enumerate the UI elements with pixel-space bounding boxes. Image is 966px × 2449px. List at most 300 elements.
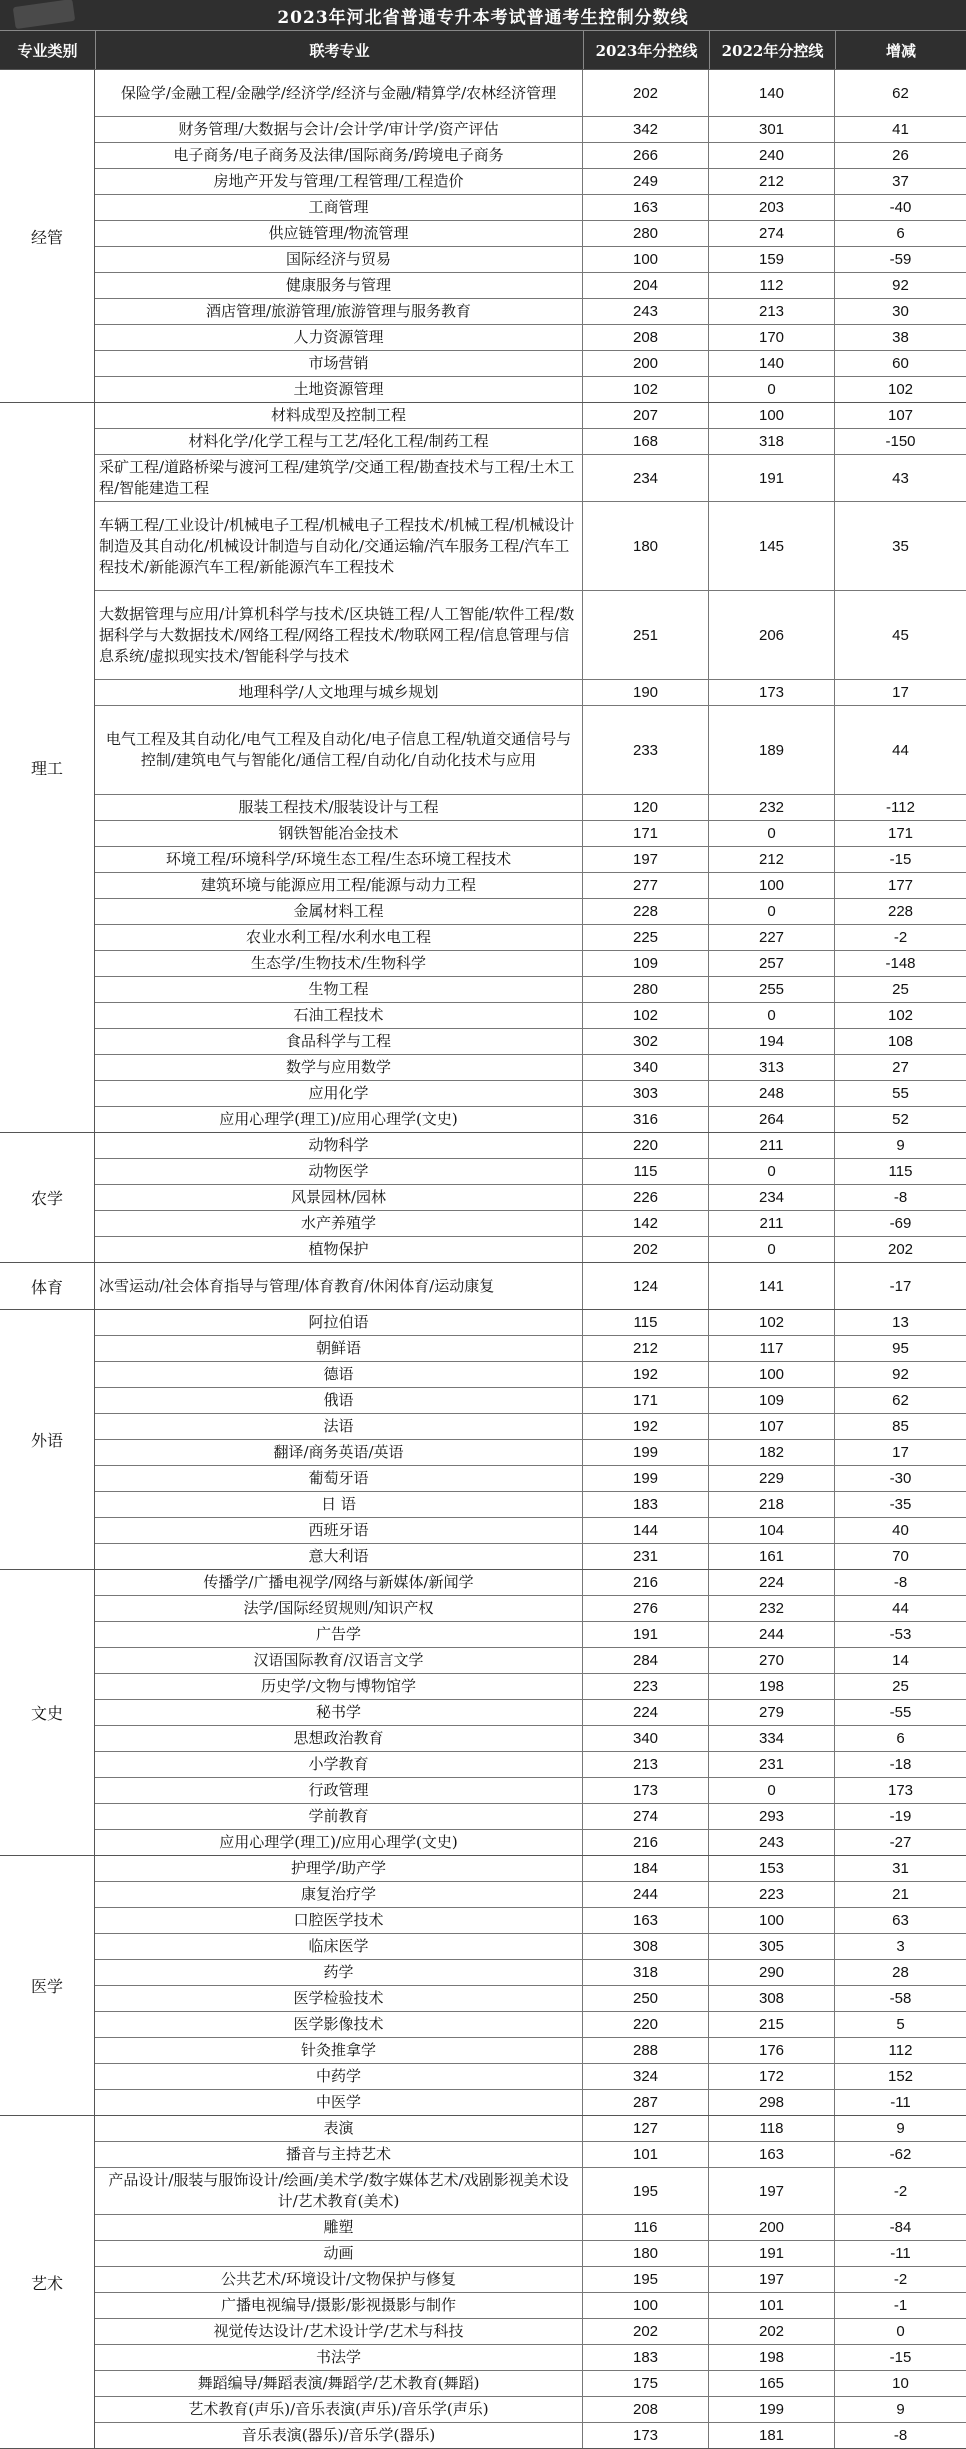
major-cell: 公共艺术/环境设计/文物保护与修复 — [95, 2267, 583, 2292]
score-2022-cell: 100 — [709, 1362, 835, 1387]
table-row — [95, 1465, 966, 1491]
major-cell: 中医学 — [95, 2090, 583, 2115]
diff-cell: 40 — [892, 1522, 909, 1539]
score-2022-cell: 100 — [709, 1908, 835, 1933]
table-row — [95, 1829, 966, 1855]
major-cell: 钢铁智能冶金技术 — [95, 821, 583, 846]
score-2022-cell: 318 — [709, 429, 835, 454]
score-2022-cell: 191 — [709, 2241, 835, 2266]
score-2023-cell: 287 — [583, 2090, 709, 2115]
table-row — [95, 950, 966, 976]
diff-cell: 30 — [892, 303, 909, 320]
score-2023-cell: 127 — [583, 2116, 709, 2141]
diff-cell: 52 — [892, 1111, 909, 1128]
score-2023-cell: 199 — [583, 1466, 709, 1491]
major-cell: 医学影像技术 — [95, 2012, 583, 2037]
category-cell: 体育 — [0, 1263, 95, 1309]
diff-cell: 115 — [888, 1163, 913, 1180]
major-cell: 健康服务与管理 — [95, 273, 583, 298]
major-cell: 动物医学 — [95, 1159, 583, 1184]
score-2022-cell: 161 — [709, 1544, 835, 1569]
table-row — [95, 976, 966, 1002]
diff-cell: 0 — [896, 2323, 905, 2340]
score-2022-cell: 232 — [709, 1596, 835, 1621]
table-row — [95, 2214, 966, 2240]
score-2022-cell: 231 — [709, 1752, 835, 1777]
major-cell: 生物工程 — [95, 977, 583, 1002]
diff-cell: -15 — [889, 851, 912, 868]
major-cell: 日 语 — [95, 1492, 583, 1517]
score-2022-cell: 240 — [709, 143, 835, 168]
score-2023-cell: 208 — [583, 325, 709, 350]
table-row — [95, 705, 966, 794]
diff-cell: 70 — [892, 1548, 909, 1565]
table-header — [0, 30, 966, 69]
major-cell: 食品科学与工程 — [95, 1029, 583, 1054]
major-cell: 雕塑 — [95, 2215, 583, 2240]
major-cell: 应用化学 — [95, 1081, 583, 1106]
table-row — [95, 2167, 966, 2214]
score-2022-cell: 100 — [709, 403, 835, 428]
table-row — [95, 2037, 966, 2063]
score-2023-cell: 163 — [583, 1908, 709, 1933]
score-2023-cell: 173 — [583, 2423, 709, 2448]
score-2022-cell: 257 — [709, 951, 835, 976]
diff-cell: 108 — [887, 1033, 914, 1050]
diff-cell: 92 — [892, 277, 909, 294]
score-2023-cell: 340 — [583, 1726, 709, 1751]
major-cell: 德语 — [95, 1362, 583, 1387]
score-2023-cell: 233 — [583, 706, 709, 794]
diff-cell: -55 — [889, 1704, 912, 1721]
table-row — [95, 2370, 966, 2396]
diff-cell: 26 — [892, 147, 909, 164]
header-2023: 2023年分控线 — [584, 31, 710, 69]
score-2022-cell: 305 — [709, 1934, 835, 1959]
score-2023-cell: 115 — [583, 1159, 709, 1184]
score-2022-cell: 0 — [709, 1003, 835, 1028]
major-cell: 翻译/商务英语/英语 — [95, 1440, 583, 1465]
diff-cell: -8 — [893, 1189, 908, 1206]
major-cell: 表演 — [95, 2116, 583, 2141]
category-group — [0, 2115, 966, 2448]
score-2022-cell: 224 — [709, 1570, 835, 1595]
major-cell: 音乐表演(器乐)/音乐学(器乐) — [95, 2423, 583, 2448]
diff-cell: 6 — [896, 225, 905, 242]
table-row — [95, 1106, 966, 1132]
score-2023-cell: 102 — [583, 1003, 709, 1028]
score-2023-cell: 302 — [583, 1029, 709, 1054]
score-2023-cell: 192 — [583, 1414, 709, 1439]
major-cell: 汉语国际教育/汉语言文学 — [95, 1648, 583, 1673]
table-row — [95, 1959, 966, 1985]
score-2023-cell: 250 — [583, 1986, 709, 2011]
score-2023-cell: 234 — [583, 455, 709, 501]
diff-cell: 9 — [896, 1137, 905, 1154]
major-cell: 视觉传达设计/艺术设计学/艺术与科技 — [95, 2319, 583, 2344]
diff-cell: -35 — [889, 1496, 912, 1513]
score-2022-cell: 290 — [709, 1960, 835, 1985]
score-2023-cell: 220 — [583, 1133, 709, 1158]
table-row — [95, 2318, 966, 2344]
table-row — [95, 142, 966, 168]
major-cell: 电子商务/电子商务及法律/国际商务/跨境电子商务 — [95, 143, 583, 168]
score-2023-cell: 249 — [583, 169, 709, 194]
score-2023-cell: 340 — [583, 1055, 709, 1080]
score-2023-cell: 224 — [583, 1700, 709, 1725]
major-cell: 财务管理/大数据与会计/会计学/审计学/资产评估 — [95, 117, 583, 142]
score-2023-cell: 223 — [583, 1674, 709, 1699]
major-cell: 针灸推拿学 — [95, 2038, 583, 2063]
table-row — [95, 1621, 966, 1647]
category-cell: 农学 — [0, 1133, 95, 1262]
score-2022-cell: 255 — [709, 977, 835, 1002]
score-2022-cell: 140 — [709, 70, 835, 116]
score-2022-cell: 218 — [709, 1492, 835, 1517]
major-cell: 材料化学/化学工程与工艺/轻化工程/制药工程 — [95, 429, 583, 454]
category-cell: 文史 — [0, 1570, 95, 1855]
diff-cell: -2 — [893, 2271, 908, 2288]
diff-cell: 9 — [896, 2120, 905, 2137]
diff-cell: 6 — [896, 1730, 905, 1747]
score-2022-cell: 165 — [709, 2371, 835, 2396]
table-row — [95, 2396, 966, 2422]
score-2022-cell: 153 — [709, 1856, 835, 1881]
score-2022-cell: 118 — [709, 2116, 835, 2141]
table-row — [95, 1856, 966, 1881]
major-cell: 电气工程及其自动化/电气工程及自动化/电子信息工程/轨道交通信号与控制/建筑电气与智能化/通信工程/自动化/自动化技术与应用 — [95, 706, 583, 794]
score-2023-cell: 142 — [583, 1211, 709, 1236]
table-row — [95, 324, 966, 350]
major-cell: 葡萄牙语 — [95, 1466, 583, 1491]
diff-cell: 3 — [896, 1938, 905, 1955]
score-2022-cell: 244 — [709, 1622, 835, 1647]
diff-cell: -15 — [889, 2349, 912, 2366]
table-row — [95, 1517, 966, 1543]
table-row — [95, 1413, 966, 1439]
diff-cell: 171 — [887, 825, 914, 842]
score-2023-cell: 180 — [583, 2241, 709, 2266]
major-cell: 人力资源管理 — [95, 325, 583, 350]
score-2022-cell: 243 — [709, 1830, 835, 1855]
score-2023-cell: 204 — [583, 273, 709, 298]
score-2023-cell: 213 — [583, 1752, 709, 1777]
major-cell: 中药学 — [95, 2064, 583, 2089]
diff-cell: -17 — [889, 1277, 912, 1295]
table-row — [95, 846, 966, 872]
score-2022-cell: 199 — [709, 2397, 835, 2422]
table-row — [95, 924, 966, 950]
score-2023-cell: 168 — [583, 429, 709, 454]
score-2023-cell: 276 — [583, 1596, 709, 1621]
major-cell: 石油工程技术 — [95, 1003, 583, 1028]
diff-cell: 228 — [887, 903, 914, 920]
diff-cell: -148 — [885, 955, 916, 972]
major-cell: 医学检验技术 — [95, 1986, 583, 2011]
score-2023-cell: 195 — [583, 2168, 709, 2214]
score-2023-cell: 208 — [583, 2397, 709, 2422]
major-cell: 阿拉伯语 — [95, 1310, 583, 1335]
score-2023-cell: 280 — [583, 977, 709, 1002]
major-cell: 书法学 — [95, 2345, 583, 2370]
diff-cell: -18 — [889, 1756, 912, 1773]
table-row — [95, 403, 966, 428]
table-row — [95, 246, 966, 272]
score-2022-cell: 117 — [709, 1336, 835, 1361]
score-2023-cell: 171 — [583, 821, 709, 846]
major-cell: 历史学/文物与博物馆学 — [95, 1674, 583, 1699]
watermark-logo — [13, 0, 75, 29]
table-row — [95, 1673, 966, 1699]
score-2023-cell: 251 — [583, 591, 709, 679]
diff-cell: 37 — [892, 173, 909, 190]
diff-cell: 112 — [888, 2042, 913, 2059]
category-group — [0, 1132, 966, 1262]
major-cell: 水产养殖学 — [95, 1211, 583, 1236]
diff-cell: 60 — [892, 355, 909, 372]
major-cell: 秘书学 — [95, 1700, 583, 1725]
table-row — [95, 1361, 966, 1387]
table-row — [95, 2063, 966, 2089]
major-cell: 广播电视编导/摄影/影视摄影与制作 — [95, 2293, 583, 2318]
category-cell: 经管 — [0, 70, 95, 402]
score-2022-cell: 248 — [709, 1081, 835, 1106]
score-2022-cell: 264 — [709, 1107, 835, 1132]
score-2022-cell: 0 — [709, 821, 835, 846]
score-2022-cell: 0 — [709, 377, 835, 402]
score-2023-cell: 244 — [583, 1882, 709, 1907]
score-2023-cell: 192 — [583, 1362, 709, 1387]
table-row — [95, 194, 966, 220]
score-2022-cell: 182 — [709, 1440, 835, 1465]
diff-cell: 102 — [887, 381, 914, 398]
table-row — [95, 298, 966, 324]
table-row — [95, 1907, 966, 1933]
diff-cell: -2 — [893, 929, 908, 946]
major-cell: 思想政治教育 — [95, 1726, 583, 1751]
table-row — [95, 2266, 966, 2292]
category-group — [0, 1569, 966, 1855]
table-title: 2023年河北省普通专升本考试普通考生控制分数线 — [277, 7, 689, 28]
table-row — [95, 2292, 966, 2318]
score-2022-cell: 189 — [709, 706, 835, 794]
category-cell: 艺术 — [0, 2116, 95, 2448]
table-row — [95, 2011, 966, 2037]
score-2023-cell: 280 — [583, 221, 709, 246]
major-cell: 冰雪运动/社会体育指导与管理/体育教育/休闲体育/运动康复 — [95, 1263, 583, 1309]
score-2022-cell: 197 — [709, 2168, 835, 2214]
diff-cell: -11 — [890, 2245, 911, 2262]
major-cell: 播音与主持艺术 — [95, 2142, 583, 2167]
score-2022-cell: 212 — [709, 169, 835, 194]
diff-cell: 41 — [892, 121, 909, 138]
major-cell: 国际经济与贸易 — [95, 247, 583, 272]
major-cell: 广告学 — [95, 1622, 583, 1647]
category-group — [0, 402, 966, 1132]
table-row — [95, 1881, 966, 1907]
score-2023-cell: 171 — [583, 1388, 709, 1413]
table-row — [95, 872, 966, 898]
category-group — [0, 69, 966, 402]
major-cell: 大数据管理与应用/计算机科学与技术/区块链工程/人工智能/软件工程/数据科学与大数据技术/网络工程/网络工程技术/物联网工程/信息管理与信息系统/虚拟现实技术/智能科学与技术 — [95, 591, 583, 679]
table-row — [95, 1080, 966, 1106]
table-row — [95, 1647, 966, 1673]
category-cell: 外语 — [0, 1310, 95, 1569]
score-2022-cell: 173 — [709, 680, 835, 705]
score-2023-cell: 202 — [583, 70, 709, 116]
score-2022-cell: 181 — [709, 2423, 835, 2448]
diff-cell: 17 — [892, 684, 909, 701]
score-table — [0, 69, 966, 2448]
major-cell: 生态学/生物技术/生物科学 — [95, 951, 583, 976]
table-row — [95, 1002, 966, 1028]
diff-cell: 5 — [896, 2016, 905, 2033]
table-row — [95, 1263, 966, 1309]
table-row — [95, 1985, 966, 2011]
header-diff: 增减 — [885, 41, 916, 60]
score-2023-cell: 212 — [583, 1336, 709, 1361]
score-2022-cell: 200 — [709, 2215, 835, 2240]
table-row — [95, 1158, 966, 1184]
score-2022-cell: 298 — [709, 2090, 835, 2115]
major-cell: 产品设计/服装与服饰设计/绘画/美术学/数字媒体艺术/戏剧影视美术设计/艺术教育(美术) — [95, 2168, 583, 2214]
table-row — [95, 2422, 966, 2448]
score-2022-cell: 0 — [709, 1159, 835, 1184]
score-2023-cell: 199 — [583, 1440, 709, 1465]
score-2023-cell: 243 — [583, 299, 709, 324]
major-cell: 动物科学 — [95, 1133, 583, 1158]
score-2023-cell: 231 — [583, 1544, 709, 1569]
diff-cell: 21 — [892, 1886, 909, 1903]
diff-cell: -58 — [889, 1990, 912, 2007]
score-2023-cell: 318 — [583, 1960, 709, 1985]
major-cell: 小学教育 — [95, 1752, 583, 1777]
major-cell: 法学/国际经贸规则/知识产权 — [95, 1596, 583, 1621]
table-row — [95, 1570, 966, 1595]
table-row — [95, 898, 966, 924]
table-row — [95, 1310, 966, 1335]
score-2023-cell: 183 — [583, 1492, 709, 1517]
table-row — [95, 428, 966, 454]
header-major: 联考专业 — [96, 31, 584, 69]
diff-cell: 173 — [887, 1782, 914, 1799]
table-row — [95, 1028, 966, 1054]
score-2023-cell: 202 — [583, 2319, 709, 2344]
major-cell: 农业水利工程/水利水电工程 — [95, 925, 583, 950]
major-cell: 酒店管理/旅游管理/旅游管理与服务教育 — [95, 299, 583, 324]
score-2023-cell: 195 — [583, 2267, 709, 2292]
major-cell: 市场营销 — [95, 351, 583, 376]
score-2023-cell: 202 — [583, 1237, 709, 1262]
score-2022-cell: 202 — [709, 2319, 835, 2344]
score-2023-cell: 207 — [583, 403, 709, 428]
table-row — [95, 70, 966, 116]
major-cell: 传播学/广播电视学/网络与新媒体/新闻学 — [95, 1570, 583, 1595]
diff-cell: -8 — [893, 2427, 908, 2444]
category-cell: 医学 — [0, 1856, 95, 2115]
table-row — [95, 1751, 966, 1777]
major-cell: 建筑环境与能源应用工程/能源与动力工程 — [95, 873, 583, 898]
major-cell: 俄语 — [95, 1388, 583, 1413]
major-cell: 应用心理学(理工)/应用心理学(文史) — [95, 1830, 583, 1855]
score-2022-cell: 198 — [709, 1674, 835, 1699]
score-2023-cell: 163 — [583, 195, 709, 220]
score-2022-cell: 211 — [709, 1211, 835, 1236]
table-row — [95, 1054, 966, 1080]
score-2022-cell: 140 — [709, 351, 835, 376]
table-row — [95, 2116, 966, 2141]
score-2022-cell: 215 — [709, 2012, 835, 2037]
score-2022-cell: 112 — [709, 273, 835, 298]
score-2023-cell: 115 — [583, 1310, 709, 1335]
score-2022-cell: 104 — [709, 1518, 835, 1543]
score-2023-cell: 342 — [583, 117, 709, 142]
score-2022-cell: 198 — [709, 2345, 835, 2370]
table-row — [95, 1543, 966, 1569]
diff-cell: -53 — [889, 1626, 912, 1643]
score-2022-cell: 159 — [709, 247, 835, 272]
diff-cell: 55 — [892, 1085, 909, 1102]
diff-cell: 38 — [892, 329, 909, 346]
score-2022-cell: 211 — [709, 1133, 835, 1158]
score-2022-cell: 229 — [709, 1466, 835, 1491]
major-cell: 法语 — [95, 1414, 583, 1439]
table-row — [95, 116, 966, 142]
score-2023-cell: 324 — [583, 2064, 709, 2089]
major-cell: 学前教育 — [95, 1804, 583, 1829]
score-2022-cell: 107 — [709, 1414, 835, 1439]
table-row — [95, 1777, 966, 1803]
table-row — [95, 794, 966, 820]
score-2022-cell: 191 — [709, 455, 835, 501]
diff-cell: 63 — [892, 1912, 909, 1929]
table-row — [95, 1184, 966, 1210]
major-cell: 保险学/金融工程/金融学/经济学/经济与金融/精算学/农林经济管理 — [95, 70, 583, 116]
score-2023-cell: 200 — [583, 351, 709, 376]
table-row — [95, 501, 966, 590]
score-2022-cell: 203 — [709, 195, 835, 220]
table-row — [95, 2089, 966, 2115]
diff-cell: -2 — [893, 2182, 908, 2200]
major-cell: 服装工程技术/服装设计与工程 — [95, 795, 583, 820]
table-row — [95, 2240, 966, 2266]
diff-cell: -150 — [885, 433, 916, 450]
major-cell: 车辆工程/工业设计/机械电子工程/机械电子工程技术/机械工程/机械设计制造及其自动化/机械设计制造与自动化/交通运输/汽车服务工程/汽车工程技术/新能源汽车工程/新能源汽车工程技术 — [95, 502, 583, 590]
score-2023-cell: 303 — [583, 1081, 709, 1106]
score-2022-cell: 176 — [709, 2038, 835, 2063]
table-row — [95, 168, 966, 194]
score-2022-cell: 145 — [709, 502, 835, 590]
major-cell: 数学与应用数学 — [95, 1055, 583, 1080]
table-title-bar — [0, 0, 966, 30]
score-2023-cell: 216 — [583, 1570, 709, 1595]
diff-cell: 45 — [892, 626, 909, 644]
table-row — [95, 1439, 966, 1465]
score-2023-cell: 197 — [583, 847, 709, 872]
score-2023-cell: 216 — [583, 1830, 709, 1855]
major-cell: 植物保护 — [95, 1237, 583, 1262]
score-2023-cell: 191 — [583, 1622, 709, 1647]
score-2022-cell: 170 — [709, 325, 835, 350]
score-2023-cell: 226 — [583, 1185, 709, 1210]
score-2022-cell: 194 — [709, 1029, 835, 1054]
diff-cell: 43 — [892, 469, 909, 487]
score-2022-cell: 109 — [709, 1388, 835, 1413]
diff-cell: 92 — [892, 1366, 909, 1383]
score-2022-cell: 213 — [709, 299, 835, 324]
diff-cell: -1 — [893, 2297, 908, 2314]
score-2023-cell: 175 — [583, 2371, 709, 2396]
